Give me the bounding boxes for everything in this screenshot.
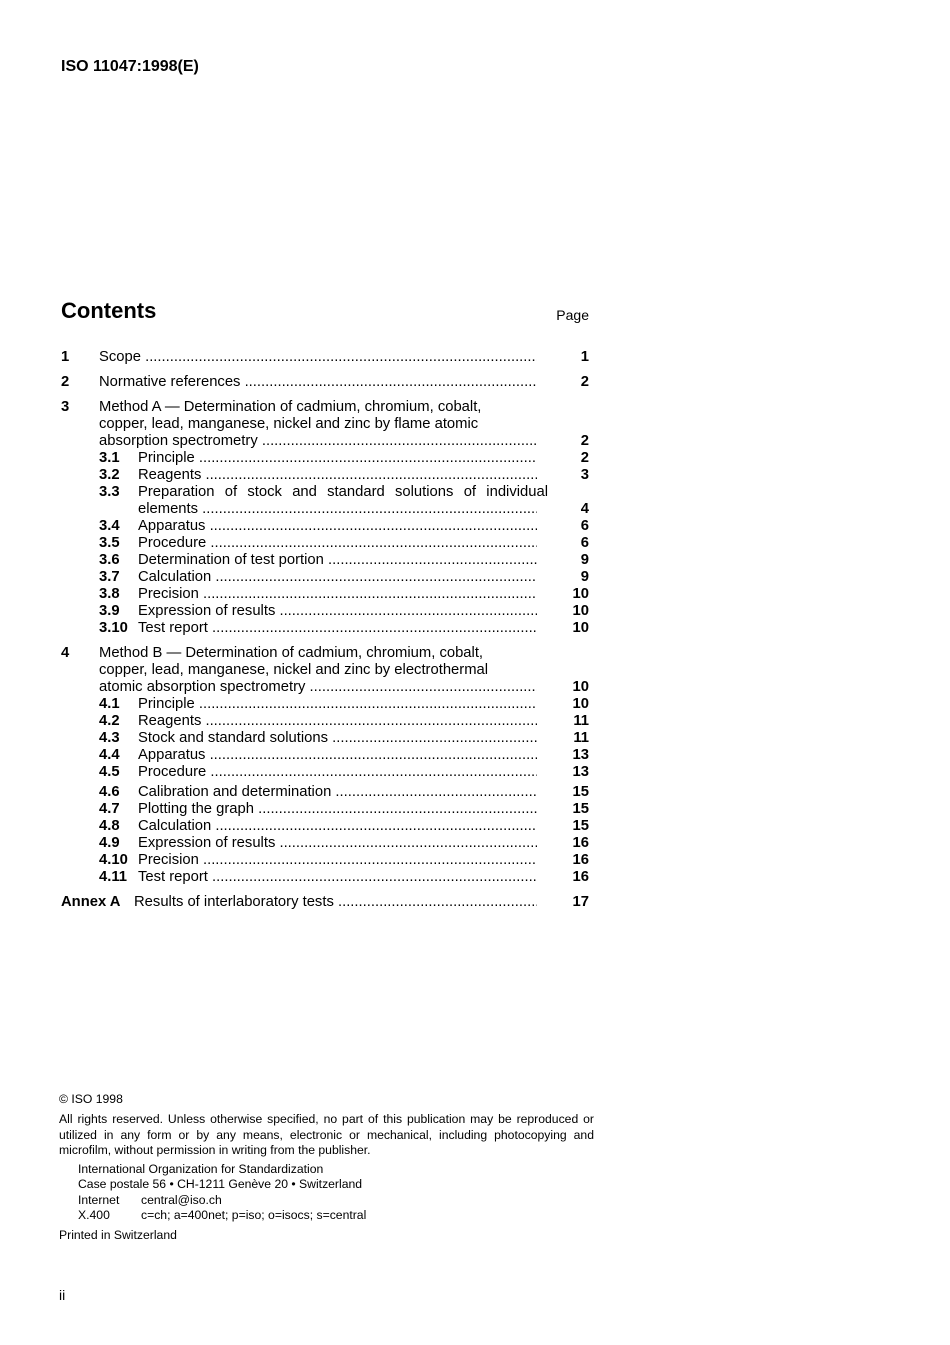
toc-entry[interactable]	[61, 679, 589, 696]
toc-title: Reagents .....	[138, 467, 537, 484]
toc-page: 11	[573, 713, 589, 729]
toc-number: 4.1	[99, 696, 120, 712]
x400-value: c=ch; a=400net; p=iso; o=isocs; s=central	[141, 1208, 367, 1223]
document-id: ISO 11047:1998(E)	[61, 58, 199, 75]
toc-subentry[interactable]	[61, 518, 589, 535]
toc-page: 2	[580, 374, 589, 390]
toc-title: Precision .....	[138, 852, 537, 869]
toc-subentry[interactable]	[61, 467, 589, 484]
toc-page: 9	[580, 552, 589, 568]
toc-title: Principle .....	[138, 450, 537, 467]
toc-subentry[interactable]	[61, 450, 589, 467]
toc-title: Calculation .....	[138, 818, 537, 835]
toc-section-1	[61, 349, 589, 366]
toc-entry-heading[interactable]	[61, 645, 589, 662]
toc-page: 16	[572, 852, 589, 868]
toc-page: 10	[572, 603, 589, 619]
toc-subentry-heading[interactable]	[61, 484, 589, 501]
toc-page: 13	[572, 764, 589, 780]
postal-address: Case postale 56 • CH-1211 Genève 20 • Switzerland	[78, 1177, 363, 1192]
toc-page: 2	[580, 450, 589, 466]
toc-number: 4.2	[99, 713, 120, 729]
toc-subentry[interactable]	[61, 869, 589, 886]
rights-statement: All rights reserved. Unless otherwise specified, no part of this publication may be reproduced or utilized in any form or by any means, electronic or mechanical, including photocopying and microfilm, without permission in writing from the publisher.	[59, 1112, 594, 1157]
toc-page: 3	[580, 467, 589, 483]
toc-title: Test report .....	[138, 869, 537, 886]
toc-number: 4.5	[99, 764, 120, 780]
page-column-label: Page	[556, 307, 589, 323]
toc-page: 10	[572, 696, 589, 712]
toc-subentry[interactable]	[61, 730, 589, 747]
toc-page: 16	[572, 869, 589, 885]
toc-title: elements .....	[138, 501, 537, 518]
toc-page: 13	[572, 747, 589, 763]
toc-subentry[interactable]	[61, 713, 589, 730]
internet-contact	[78, 1193, 594, 1208]
toc-number: 3.10	[99, 620, 128, 636]
toc-number: 3.3	[99, 484, 120, 500]
toc-number: 3.8	[99, 586, 120, 602]
toc-entry[interactable]	[61, 349, 589, 366]
toc-page: 6	[580, 518, 589, 534]
toc-title: Procedure .....	[138, 535, 537, 552]
toc-page: 15	[572, 801, 589, 817]
toc-page: 11	[573, 730, 589, 746]
toc-title: Test report .....	[138, 620, 537, 637]
toc-title: Apparatus .....	[138, 747, 537, 764]
toc-number: 3.7	[99, 569, 120, 585]
toc-title: Apparatus .....	[138, 518, 537, 535]
toc-subentry[interactable]	[61, 818, 589, 835]
toc-title: Calculation .....	[138, 569, 537, 586]
toc-title: Principle .....	[138, 696, 537, 713]
toc-number: 3	[61, 399, 70, 415]
internet-value[interactable]: central@iso.ch	[141, 1192, 222, 1207]
toc-page: 17	[572, 894, 589, 910]
toc-subentry[interactable]	[61, 603, 589, 620]
toc-subentry[interactable]	[61, 696, 589, 713]
toc-number: 4.4	[99, 747, 120, 763]
contents-title: Contents	[61, 298, 157, 323]
toc-title: Plotting the graph .....	[138, 801, 537, 818]
toc-title: Stock and standard solutions .....	[138, 730, 537, 747]
organization-name: International Organization for Standardization	[78, 1162, 324, 1177]
toc-number: 3.1	[99, 450, 120, 466]
toc-subentry[interactable]	[61, 501, 589, 518]
toc-title: Results of interlaboratory tests .....	[134, 894, 537, 911]
page-number: ii	[59, 1287, 66, 1303]
toc-title-line: Preparation of stock and standard solutions of individual	[138, 484, 548, 500]
toc-title-line: copper, lead, manganese, nickel and zinc by flame atomic	[99, 416, 479, 432]
toc-title: atomic absorption spectrometry .....	[99, 679, 537, 696]
toc-subentry[interactable]	[61, 552, 589, 569]
toc-page: 6	[580, 535, 589, 551]
publisher-address	[59, 1162, 594, 1223]
toc-subentry[interactable]	[61, 586, 589, 603]
x400-label: X.400	[78, 1208, 110, 1223]
toc-page: 15	[572, 818, 589, 834]
toc-number: 4	[61, 645, 70, 661]
toc-number: 1	[61, 349, 70, 365]
toc-number: 4.6	[99, 784, 120, 800]
toc-number: 4.3	[99, 730, 120, 746]
toc-subentry[interactable]	[61, 784, 589, 801]
toc-page: 2	[580, 433, 589, 449]
toc-page: 10	[572, 679, 589, 695]
toc-page: 16	[572, 835, 589, 851]
toc-page: 9	[580, 569, 589, 585]
toc-number: 3.2	[99, 467, 120, 483]
toc-entry[interactable]	[61, 374, 589, 391]
toc-entry-heading[interactable]	[61, 399, 589, 416]
toc-number: 4.11	[99, 869, 127, 885]
toc-page: 4	[580, 501, 589, 517]
table-of-contents	[61, 349, 589, 919]
toc-entry[interactable]	[61, 894, 589, 911]
toc-title-line: Method A — Determination of cadmium, chromium, cobalt,	[99, 399, 482, 415]
copyright-line: © ISO 1998	[59, 1092, 123, 1106]
copyright-notice	[59, 1092, 594, 1244]
toc-title: Precision .....	[138, 586, 537, 603]
toc-title: Determination of test portion .....	[138, 552, 537, 569]
toc-number: 4.8	[99, 818, 120, 834]
toc-subentry[interactable]	[61, 835, 589, 852]
toc-number: 3.4	[99, 518, 120, 534]
toc-title: Normative references .....	[99, 374, 537, 391]
toc-title: absorption spectrometry .....	[99, 433, 537, 450]
toc-page: 1	[580, 349, 589, 365]
toc-title: Expression of results .....	[138, 835, 537, 852]
toc-subentry[interactable]	[61, 535, 589, 552]
toc-title: Calibration and determination .....	[138, 784, 537, 801]
toc-subentry[interactable]	[61, 620, 589, 637]
toc-section-4	[61, 645, 589, 886]
internet-label: Internet	[78, 1192, 120, 1207]
toc-number: 4.7	[99, 801, 120, 817]
toc-title-line: Method B — Determination of cadmium, chromium, cobalt,	[99, 645, 484, 661]
toc-number: 4.9	[99, 835, 120, 851]
toc-section-2	[61, 374, 589, 391]
toc-subentry[interactable]	[61, 801, 589, 818]
toc-number: 2	[61, 374, 70, 390]
x400-contact	[78, 1208, 594, 1223]
toc-number: 3.9	[99, 603, 120, 619]
toc-subentry[interactable]	[61, 569, 589, 586]
toc-entry[interactable]	[61, 433, 589, 450]
toc-subentry[interactable]	[61, 747, 589, 764]
toc-title: Procedure .....	[138, 764, 537, 781]
printed-in: Printed in Switzerland	[59, 1228, 177, 1243]
toc-subentry[interactable]	[61, 764, 589, 781]
toc-section-3	[61, 399, 589, 637]
toc-number: 3.5	[99, 535, 120, 551]
toc-number: 3.6	[99, 552, 120, 568]
toc-page: 15	[572, 784, 589, 800]
toc-page: 10	[572, 586, 589, 602]
toc-page: 10	[572, 620, 589, 636]
toc-title: Scope .....	[99, 349, 537, 366]
toc-subentry[interactable]	[61, 852, 589, 869]
toc-number: 4.10	[99, 852, 128, 868]
toc-number: Annex A	[61, 894, 121, 910]
toc-annex-a	[61, 894, 589, 911]
toc-title-line: copper, lead, manganese, nickel and zinc by electrothermal	[99, 662, 489, 678]
toc-title: Expression of results .....	[138, 603, 537, 620]
toc-title: Reagents .....	[138, 713, 537, 730]
